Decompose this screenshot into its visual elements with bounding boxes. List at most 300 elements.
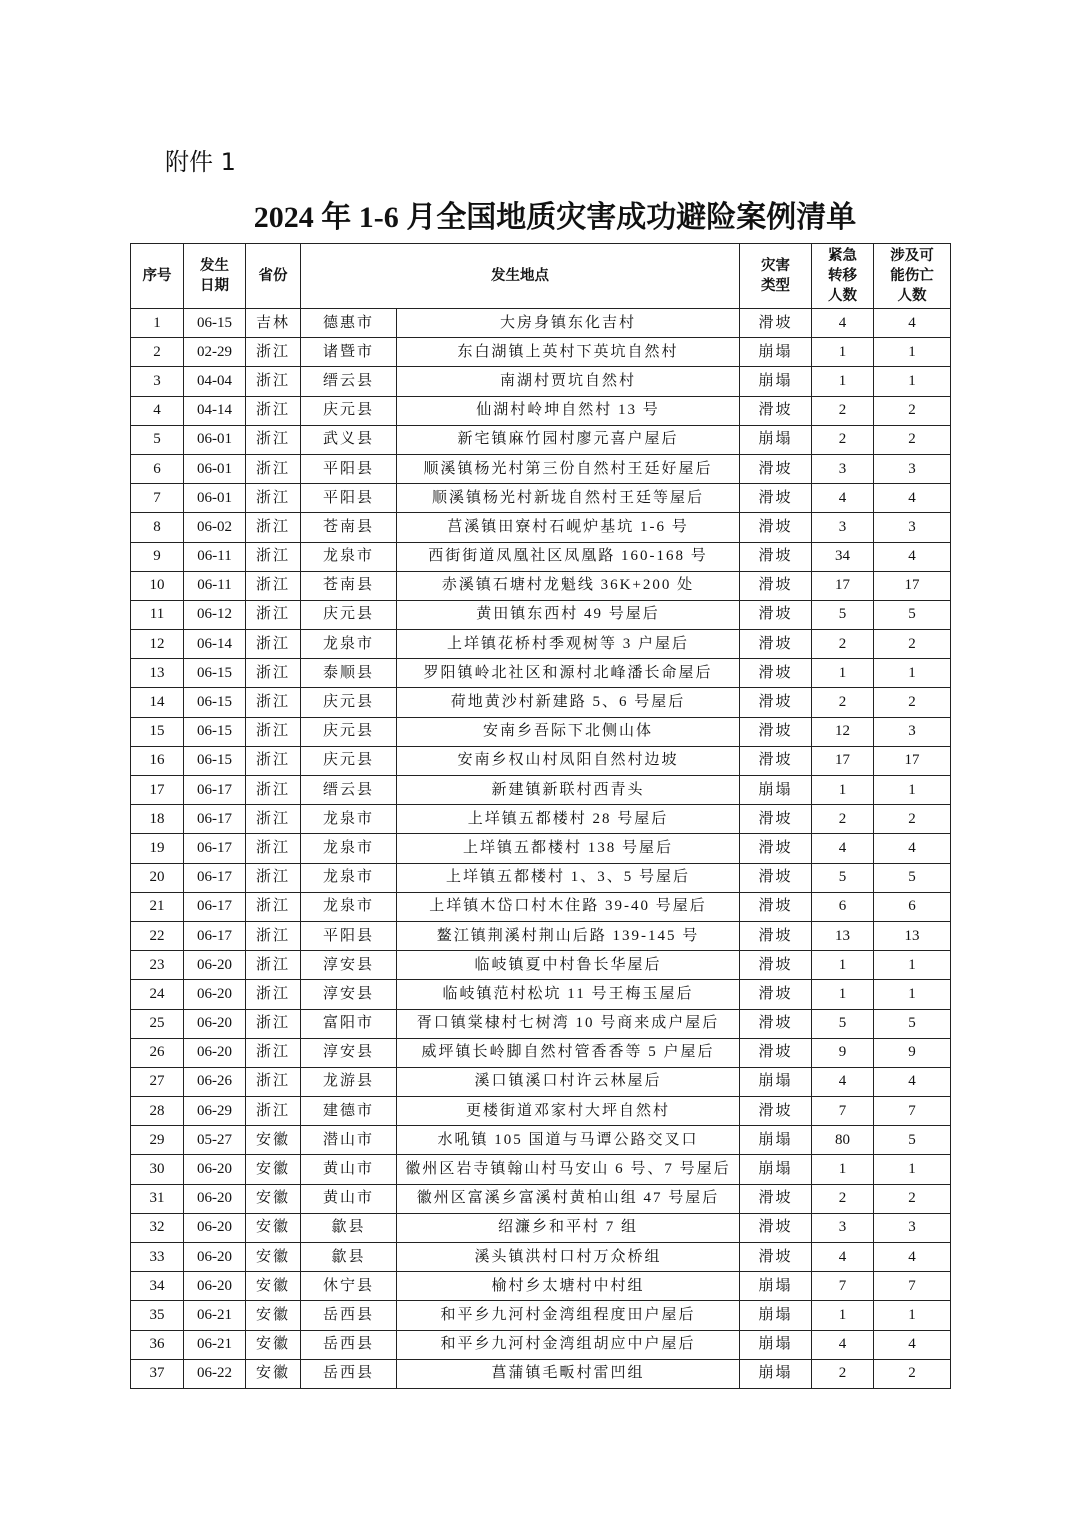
cell-location: 菖蒲镇毛畈村雷凹组 <box>397 1359 740 1388</box>
table-row <box>131 863 951 892</box>
cell-disaster-type: 滑坡 <box>740 717 812 746</box>
cell-province: 浙江 <box>246 454 301 483</box>
cell-disaster-type: 滑坡 <box>740 630 812 659</box>
cell-date: 06-20 <box>184 1009 246 1038</box>
document-title: 2024 年 1-6 月全国地质灾害成功避险案例清单 <box>253 201 857 234</box>
cell-disaster-type: 崩塌 <box>740 338 812 367</box>
cell-date: 04-04 <box>184 367 246 396</box>
table-row <box>131 1243 951 1272</box>
cell-disaster-type: 滑坡 <box>740 980 812 1009</box>
cell-disaster-type: 崩塌 <box>740 1301 812 1330</box>
cell-index: 4 <box>131 396 184 425</box>
cell-province: 浙江 <box>246 425 301 454</box>
cell-index: 13 <box>131 659 184 688</box>
table-row <box>131 1067 951 1096</box>
table-row <box>131 980 951 1009</box>
table-row <box>131 892 951 921</box>
cell-province: 浙江 <box>246 980 301 1009</box>
cell-province: 安徽 <box>246 1301 301 1330</box>
table-row <box>131 425 951 454</box>
cell-province: 浙江 <box>246 951 301 980</box>
cell-evacuated: 6 <box>812 892 874 921</box>
cell-city: 歙县 <box>301 1213 397 1242</box>
table-row <box>131 746 951 775</box>
cell-evacuated: 1 <box>812 951 874 980</box>
cell-index: 12 <box>131 630 184 659</box>
table-row <box>131 542 951 571</box>
cell-province: 安徽 <box>246 1330 301 1359</box>
table-row <box>131 659 951 688</box>
cell-city: 龙泉市 <box>301 805 397 834</box>
cell-location: 安南乡吾际下北侧山体 <box>397 717 740 746</box>
cell-date: 06-15 <box>184 688 246 717</box>
cell-disaster-type: 滑坡 <box>740 951 812 980</box>
cell-disaster-type: 滑坡 <box>740 309 812 338</box>
cell-city: 庆元县 <box>301 688 397 717</box>
cell-city: 武义县 <box>301 425 397 454</box>
cell-potential-casualties: 1 <box>874 1301 951 1330</box>
cell-location: 上垟镇五都楼村 138 号屋后 <box>397 834 740 863</box>
cell-date: 06-15 <box>184 717 246 746</box>
attachment-label: 附件 1 <box>165 148 236 176</box>
cell-potential-casualties: 4 <box>874 542 951 571</box>
cell-city: 苍南县 <box>301 513 397 542</box>
table-row <box>131 1009 951 1038</box>
cell-date: 06-15 <box>184 309 246 338</box>
cell-date: 02-29 <box>184 338 246 367</box>
cell-disaster-type: 滑坡 <box>740 1213 812 1242</box>
cell-potential-casualties: 1 <box>874 951 951 980</box>
cell-disaster-type: 滑坡 <box>740 600 812 629</box>
cell-potential-casualties: 5 <box>874 600 951 629</box>
cell-province: 安徽 <box>246 1272 301 1301</box>
cell-evacuated: 4 <box>812 309 874 338</box>
cell-location: 南湖村贾坑自然村 <box>397 367 740 396</box>
cell-date: 06-21 <box>184 1330 246 1359</box>
cell-evacuated: 7 <box>812 1097 874 1126</box>
cell-date: 06-17 <box>184 892 246 921</box>
cell-province: 浙江 <box>246 1067 301 1096</box>
cell-province: 吉林 <box>246 309 301 338</box>
table-row <box>131 1330 951 1359</box>
cell-disaster-type: 滑坡 <box>740 834 812 863</box>
table-row <box>131 834 951 863</box>
cell-disaster-type: 崩塌 <box>740 1067 812 1096</box>
cell-index: 24 <box>131 980 184 1009</box>
cell-location: 黄田镇东西村 49 号屋后 <box>397 600 740 629</box>
cell-evacuated: 9 <box>812 1038 874 1067</box>
cell-potential-casualties: 1 <box>874 776 951 805</box>
cell-date: 06-01 <box>184 425 246 454</box>
cell-province: 安徽 <box>246 1184 301 1213</box>
table-row <box>131 484 951 513</box>
cell-index: 32 <box>131 1213 184 1242</box>
cell-province: 浙江 <box>246 338 301 367</box>
cell-evacuated: 1 <box>812 367 874 396</box>
cell-potential-casualties: 1 <box>874 980 951 1009</box>
cell-city: 缙云县 <box>301 776 397 805</box>
cell-disaster-type: 滑坡 <box>740 542 812 571</box>
cell-location: 仙湖村岭坤自然村 13 号 <box>397 396 740 425</box>
cell-location: 上垟镇花桥村季观树等 3 户屋后 <box>397 630 740 659</box>
cell-index: 11 <box>131 600 184 629</box>
cell-province: 浙江 <box>246 513 301 542</box>
cell-date: 06-01 <box>184 484 246 513</box>
cell-disaster-type: 滑坡 <box>740 921 812 950</box>
cell-index: 6 <box>131 454 184 483</box>
cell-index: 2 <box>131 338 184 367</box>
cell-city: 潜山市 <box>301 1126 397 1155</box>
table-row <box>131 951 951 980</box>
cell-disaster-type: 滑坡 <box>740 1038 812 1067</box>
cell-potential-casualties: 2 <box>874 688 951 717</box>
cell-evacuated: 2 <box>812 688 874 717</box>
cell-location: 和平乡九河村金湾组胡应中户屋后 <box>397 1330 740 1359</box>
table-row <box>131 717 951 746</box>
cell-potential-casualties: 17 <box>874 746 951 775</box>
cell-city: 龙泉市 <box>301 630 397 659</box>
cell-date: 06-20 <box>184 980 246 1009</box>
table-row <box>131 396 951 425</box>
cell-potential-casualties: 1 <box>874 1155 951 1184</box>
cell-province: 浙江 <box>246 863 301 892</box>
cell-location: 徽州区岩寺镇翰山村马安山 6 号、7 号屋后 <box>397 1155 740 1184</box>
cell-location: 莒溪镇田寮村石岘炉基坑 1-6 号 <box>397 513 740 542</box>
cell-province: 浙江 <box>246 571 301 600</box>
cell-potential-casualties: 4 <box>874 1067 951 1096</box>
cell-evacuated: 80 <box>812 1126 874 1155</box>
cell-location: 顺溪镇杨光村新垅自然村王廷等屋后 <box>397 484 740 513</box>
cell-index: 28 <box>131 1097 184 1126</box>
cell-evacuated: 1 <box>812 1155 874 1184</box>
cell-disaster-type: 崩塌 <box>740 1330 812 1359</box>
cell-province: 安徽 <box>246 1243 301 1272</box>
cell-date: 06-20 <box>184 1155 246 1184</box>
cell-evacuated: 1 <box>812 338 874 367</box>
header-location: 发生地点 <box>301 244 740 309</box>
cell-index: 3 <box>131 367 184 396</box>
header-index: 序号 <box>131 244 184 309</box>
cell-evacuated: 3 <box>812 513 874 542</box>
cell-potential-casualties: 4 <box>874 484 951 513</box>
table-row <box>131 309 951 338</box>
cell-evacuated: 7 <box>812 1272 874 1301</box>
cell-index: 37 <box>131 1359 184 1388</box>
cell-location: 西街街道凤凰社区凤凰路 160-168 号 <box>397 542 740 571</box>
cell-potential-casualties: 7 <box>874 1097 951 1126</box>
table-row <box>131 1213 951 1242</box>
cell-date: 06-17 <box>184 921 246 950</box>
cell-potential-casualties: 2 <box>874 805 951 834</box>
cell-evacuated: 2 <box>812 805 874 834</box>
table-row <box>131 1038 951 1067</box>
cell-province: 浙江 <box>246 600 301 629</box>
cell-province: 浙江 <box>246 1009 301 1038</box>
cell-location: 新宅镇麻竹园村廖元喜户屋后 <box>397 425 740 454</box>
table-row <box>131 776 951 805</box>
cell-potential-casualties: 3 <box>874 513 951 542</box>
cell-province: 安徽 <box>246 1155 301 1184</box>
cell-disaster-type: 滑坡 <box>740 805 812 834</box>
cell-potential-casualties: 13 <box>874 921 951 950</box>
cell-index: 29 <box>131 1126 184 1155</box>
cell-date: 06-20 <box>184 1243 246 1272</box>
cell-index: 34 <box>131 1272 184 1301</box>
cell-disaster-type: 滑坡 <box>740 746 812 775</box>
cell-potential-casualties: 2 <box>874 425 951 454</box>
cell-evacuated: 12 <box>812 717 874 746</box>
cell-potential-casualties: 2 <box>874 630 951 659</box>
cell-location: 顺溪镇杨光村第三份自然村王廷好屋后 <box>397 454 740 483</box>
cell-index: 7 <box>131 484 184 513</box>
table-row <box>131 688 951 717</box>
cell-location: 上垟镇木岱口村木住路 39-40 号屋后 <box>397 892 740 921</box>
cell-disaster-type: 滑坡 <box>740 571 812 600</box>
cell-evacuated: 2 <box>812 1359 874 1388</box>
cell-province: 浙江 <box>246 921 301 950</box>
cell-date: 06-20 <box>184 951 246 980</box>
disaster-case-table <box>130 243 951 1389</box>
cell-disaster-type: 崩塌 <box>740 776 812 805</box>
cell-date: 06-11 <box>184 571 246 600</box>
cell-index: 35 <box>131 1301 184 1330</box>
cell-province: 浙江 <box>246 367 301 396</box>
cell-potential-casualties: 4 <box>874 1243 951 1272</box>
cell-evacuated: 1 <box>812 980 874 1009</box>
cell-city: 泰顺县 <box>301 659 397 688</box>
cell-potential-casualties: 3 <box>874 1213 951 1242</box>
cell-city: 黄山市 <box>301 1155 397 1184</box>
cell-potential-casualties: 2 <box>874 396 951 425</box>
cell-index: 18 <box>131 805 184 834</box>
cell-date: 06-26 <box>184 1067 246 1096</box>
table-row <box>131 513 951 542</box>
table-row <box>131 367 951 396</box>
table-row <box>131 805 951 834</box>
cell-potential-casualties: 4 <box>874 1330 951 1359</box>
header-potential-casualties: 涉及可 能伤亡 人数 <box>874 244 951 309</box>
cell-index: 10 <box>131 571 184 600</box>
cell-location: 临岐镇夏中村鲁长华屋后 <box>397 951 740 980</box>
cell-disaster-type: 滑坡 <box>740 1243 812 1272</box>
cell-city: 龙泉市 <box>301 834 397 863</box>
cell-disaster-type: 滑坡 <box>740 659 812 688</box>
cell-disaster-type: 滑坡 <box>740 1009 812 1038</box>
cell-city: 缙云县 <box>301 367 397 396</box>
header-disaster-type: 灾害 类型 <box>740 244 812 309</box>
table-row <box>131 1359 951 1388</box>
cell-index: 31 <box>131 1184 184 1213</box>
cell-city: 诸暨市 <box>301 338 397 367</box>
cell-evacuated: 4 <box>812 484 874 513</box>
cell-province: 安徽 <box>246 1359 301 1388</box>
cell-province: 浙江 <box>246 659 301 688</box>
table-row <box>131 571 951 600</box>
table-row <box>131 1184 951 1213</box>
table-header-row <box>131 244 951 309</box>
table-row <box>131 630 951 659</box>
cell-evacuated: 2 <box>812 630 874 659</box>
table-row <box>131 1301 951 1330</box>
cell-location: 赤溪镇石塘村龙魁线 36K+200 处 <box>397 571 740 600</box>
cell-evacuated: 1 <box>812 659 874 688</box>
cell-city: 庆元县 <box>301 717 397 746</box>
cell-date: 06-20 <box>184 1038 246 1067</box>
cell-city: 庆元县 <box>301 396 397 425</box>
cell-province: 浙江 <box>246 776 301 805</box>
cell-disaster-type: 滑坡 <box>740 454 812 483</box>
cell-date: 06-17 <box>184 805 246 834</box>
cell-province: 浙江 <box>246 1038 301 1067</box>
cell-index: 14 <box>131 688 184 717</box>
cell-evacuated: 2 <box>812 396 874 425</box>
cell-disaster-type: 滑坡 <box>740 1184 812 1213</box>
cell-city: 歙县 <box>301 1243 397 1272</box>
cell-city: 平阳县 <box>301 454 397 483</box>
cell-potential-casualties: 5 <box>874 1009 951 1038</box>
cell-potential-casualties: 4 <box>874 834 951 863</box>
cell-evacuated: 5 <box>812 863 874 892</box>
cell-potential-casualties: 7 <box>874 1272 951 1301</box>
cell-evacuated: 1 <box>812 776 874 805</box>
cell-city: 龙泉市 <box>301 542 397 571</box>
cell-location: 大房身镇东化吉村 <box>397 309 740 338</box>
cell-potential-casualties: 3 <box>874 717 951 746</box>
cell-province: 浙江 <box>246 1097 301 1126</box>
cell-disaster-type: 滑坡 <box>740 484 812 513</box>
cell-evacuated: 4 <box>812 1330 874 1359</box>
cell-city: 庆元县 <box>301 600 397 629</box>
cell-evacuated: 3 <box>812 454 874 483</box>
cell-date: 06-14 <box>184 630 246 659</box>
cell-disaster-type: 崩塌 <box>740 1126 812 1155</box>
cell-index: 25 <box>131 1009 184 1038</box>
cell-index: 16 <box>131 746 184 775</box>
cell-potential-casualties: 17 <box>874 571 951 600</box>
cell-disaster-type: 滑坡 <box>740 396 812 425</box>
cell-index: 26 <box>131 1038 184 1067</box>
cell-city: 淳安县 <box>301 951 397 980</box>
cell-city: 岳西县 <box>301 1359 397 1388</box>
cell-location: 鳌江镇荆溪村荆山后路 139-145 号 <box>397 921 740 950</box>
cell-city: 淳安县 <box>301 1038 397 1067</box>
cell-location: 和平乡九河村金湾组程度田户屋后 <box>397 1301 740 1330</box>
cell-province: 浙江 <box>246 484 301 513</box>
cell-potential-casualties: 2 <box>874 1359 951 1388</box>
cell-index: 20 <box>131 863 184 892</box>
cell-date: 06-02 <box>184 513 246 542</box>
cell-potential-casualties: 4 <box>874 309 951 338</box>
cell-index: 36 <box>131 1330 184 1359</box>
cell-disaster-type: 崩塌 <box>740 1359 812 1388</box>
cell-index: 8 <box>131 513 184 542</box>
cell-city: 淳安县 <box>301 980 397 1009</box>
cell-disaster-type: 崩塌 <box>740 1272 812 1301</box>
cell-location: 更楼街道邓家村大坪自然村 <box>397 1097 740 1126</box>
cell-location: 新建镇新联村西青头 <box>397 776 740 805</box>
table-row <box>131 338 951 367</box>
cell-evacuated: 1 <box>812 1301 874 1330</box>
cell-province: 安徽 <box>246 1213 301 1242</box>
cell-city: 建德市 <box>301 1097 397 1126</box>
cell-potential-casualties: 3 <box>874 454 951 483</box>
cell-location: 胥口镇棠棣村七树湾 10 号商来成户屋后 <box>397 1009 740 1038</box>
cell-province: 浙江 <box>246 805 301 834</box>
table-row <box>131 454 951 483</box>
cell-date: 06-01 <box>184 454 246 483</box>
cell-disaster-type: 滑坡 <box>740 688 812 717</box>
cell-city: 龙游县 <box>301 1067 397 1096</box>
header-evacuated: 紧急 转移 人数 <box>812 244 874 309</box>
cell-evacuated: 2 <box>812 425 874 454</box>
table-row <box>131 1272 951 1301</box>
cell-date: 06-22 <box>184 1359 246 1388</box>
cell-index: 30 <box>131 1155 184 1184</box>
cell-city: 休宁县 <box>301 1272 397 1301</box>
cell-disaster-type: 崩塌 <box>740 367 812 396</box>
cell-province: 浙江 <box>246 717 301 746</box>
cell-date: 06-17 <box>184 834 246 863</box>
cell-index: 1 <box>131 309 184 338</box>
cell-date: 06-11 <box>184 542 246 571</box>
cell-location: 安南乡权山村凤阳自然村边坡 <box>397 746 740 775</box>
cell-index: 22 <box>131 921 184 950</box>
cell-index: 27 <box>131 1067 184 1096</box>
cell-location: 榆村乡太塘村中村组 <box>397 1272 740 1301</box>
cell-province: 浙江 <box>246 834 301 863</box>
cell-date: 06-17 <box>184 863 246 892</box>
cell-evacuated: 5 <box>812 1009 874 1038</box>
cell-location: 东白湖镇上英村下英坑自然村 <box>397 338 740 367</box>
cell-date: 06-21 <box>184 1301 246 1330</box>
cell-evacuated: 4 <box>812 1243 874 1272</box>
cell-evacuated: 34 <box>812 542 874 571</box>
cell-location: 临岐镇范村松坑 11 号王梅玉屋后 <box>397 980 740 1009</box>
cell-disaster-type: 崩塌 <box>740 1155 812 1184</box>
cell-evacuated: 17 <box>812 571 874 600</box>
cell-location: 罗阳镇岭北社区和源村北峰潘长命屋后 <box>397 659 740 688</box>
cell-evacuated: 4 <box>812 1067 874 1096</box>
cell-disaster-type: 滑坡 <box>740 513 812 542</box>
cell-province: 安徽 <box>246 1126 301 1155</box>
cell-evacuated: 5 <box>812 600 874 629</box>
cell-date: 06-15 <box>184 659 246 688</box>
cell-province: 浙江 <box>246 396 301 425</box>
cell-location: 徽州区富溪乡富溪村黄柏山组 47 号屋后 <box>397 1184 740 1213</box>
cell-province: 浙江 <box>246 746 301 775</box>
cell-location: 溪口镇溪口村许云林屋后 <box>397 1067 740 1096</box>
cell-date: 06-12 <box>184 600 246 629</box>
cell-date: 06-20 <box>184 1272 246 1301</box>
cell-potential-casualties: 1 <box>874 338 951 367</box>
cell-province: 浙江 <box>246 630 301 659</box>
cell-evacuated: 2 <box>812 1184 874 1213</box>
header-date: 发生 日期 <box>184 244 246 309</box>
table-row <box>131 921 951 950</box>
table-row <box>131 1155 951 1184</box>
cell-city: 庆元县 <box>301 746 397 775</box>
cell-location: 上垟镇五都楼村 28 号屋后 <box>397 805 740 834</box>
cell-potential-casualties: 6 <box>874 892 951 921</box>
cell-city: 苍南县 <box>301 571 397 600</box>
cell-city: 龙泉市 <box>301 863 397 892</box>
table-row <box>131 600 951 629</box>
cell-province: 浙江 <box>246 892 301 921</box>
cell-city: 岳西县 <box>301 1330 397 1359</box>
cell-potential-casualties: 2 <box>874 1184 951 1213</box>
cell-date: 06-20 <box>184 1213 246 1242</box>
cell-city: 平阳县 <box>301 484 397 513</box>
